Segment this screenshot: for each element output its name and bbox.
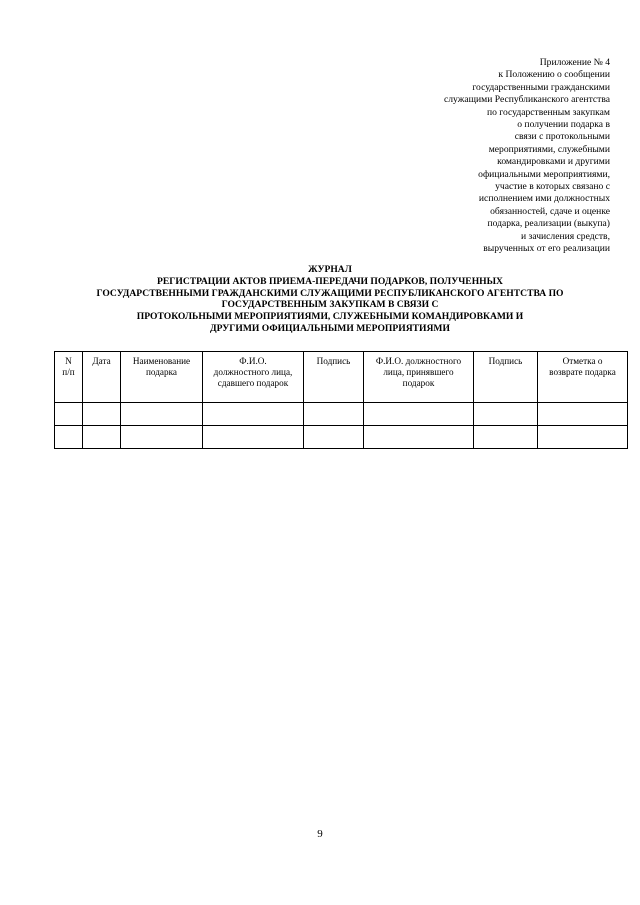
header-number [55, 352, 83, 403]
header-line: Подпись [316, 356, 351, 366]
title-line: РЕГИСТРАЦИИ АКТОВ ПРИЕМА-ПЕРЕДАЧИ ПОДАРКОВ, ПОЛУЧЕННЫХ [157, 275, 503, 287]
table-cell [364, 403, 474, 426]
appendix-line: участие в которых связано с [495, 181, 610, 193]
title-line: ГОСУДАРСТВЕННЫМИ ГРАЖДАНСКИМИ СЛУЖАЩИМИ РЕСПУБЛИКАНСКОГО АГЕНТСТВА ПО [96, 287, 564, 299]
header-line: возврате подарка [549, 367, 616, 377]
table-cell [474, 403, 538, 426]
appendix-line: подарка, реализации (выкупа) [487, 218, 610, 230]
appendix-line: служащими Республиканского агентства [444, 94, 610, 106]
header-signature [304, 352, 364, 403]
header-line: должностного лица, [213, 367, 293, 377]
appendix-line: по государственным закупкам [486, 106, 610, 118]
header-line: сдавшего подарок [217, 378, 289, 388]
header-return-mark [538, 352, 628, 403]
table-row [55, 426, 628, 449]
table-cell [538, 426, 628, 449]
appendix-note [360, 57, 610, 256]
table-header-row [55, 352, 628, 403]
header-gift-name [121, 352, 203, 403]
table-cell [203, 426, 304, 449]
header-line: N [65, 356, 72, 366]
appendix-line: мероприятиями, служебными [488, 143, 610, 155]
header-line: Ф.И.О. [239, 356, 267, 366]
header-signature [474, 352, 538, 403]
appendix-line: к Положению о сообщении [498, 69, 610, 81]
table-cell [55, 426, 83, 449]
header-date [83, 352, 121, 403]
title-line: ДРУГИМИ ОФИЦИАЛЬНЫМИ МЕРОПРИЯТИЯМИ [210, 322, 450, 334]
table-cell [474, 426, 538, 449]
header-line: Наименование [132, 356, 191, 366]
table-row [55, 403, 628, 426]
table-cell [83, 426, 121, 449]
table-cell [121, 403, 203, 426]
header-line: Ф.И.О. должностного [375, 356, 462, 366]
table-cell [83, 403, 121, 426]
journal-title [40, 264, 620, 335]
table-cell [203, 403, 304, 426]
header-line: подарка [146, 367, 177, 377]
table-cell [304, 426, 364, 449]
header-receiving-official [364, 352, 474, 403]
header-surrendering-official [203, 352, 304, 403]
appendix-line: обязанностей, сдаче и оценке [490, 205, 610, 217]
title-line: ПРОТОКОЛЬНЫМИ МЕРОПРИЯТИЯМИ, СЛУЖЕБНЫМИ КОМАНДИРОВКАМИ И [136, 311, 524, 323]
header-line: Отметка о [562, 356, 603, 366]
title-line: ЖУРНАЛ [308, 264, 352, 275]
table-cell [364, 426, 474, 449]
table-cell [121, 426, 203, 449]
appendix-line: государственными гражданскими [472, 81, 610, 93]
header-line: Подпись [488, 356, 523, 366]
appendix-line: вырученных от его реализации [483, 243, 610, 255]
appendix-line: командировками и другими [497, 156, 610, 168]
page-number: 9 [317, 828, 323, 840]
header-line: подарок [402, 378, 435, 388]
table-cell [55, 403, 83, 426]
title-line: ГОСУДАРСТВЕННЫМ ЗАКУПКАМ В СВЯЗИ С [221, 299, 439, 311]
appendix-line: о получении подарка в [517, 119, 610, 131]
appendix-line: официальными мероприятиями, [478, 168, 610, 180]
table-cell [538, 403, 628, 426]
header-line: Дата [92, 356, 111, 366]
registration-journal-table [54, 351, 628, 449]
appendix-line: связи с протокольными [514, 131, 610, 143]
table-cell [304, 403, 364, 426]
appendix-line: и зачисления средств, [521, 230, 610, 242]
header-line: п/п [62, 367, 75, 377]
header-line: лица, принявшего [383, 367, 454, 377]
appendix-line: исполнением ими должностных [478, 193, 610, 205]
appendix-line: Приложение № 4 [539, 57, 610, 68]
